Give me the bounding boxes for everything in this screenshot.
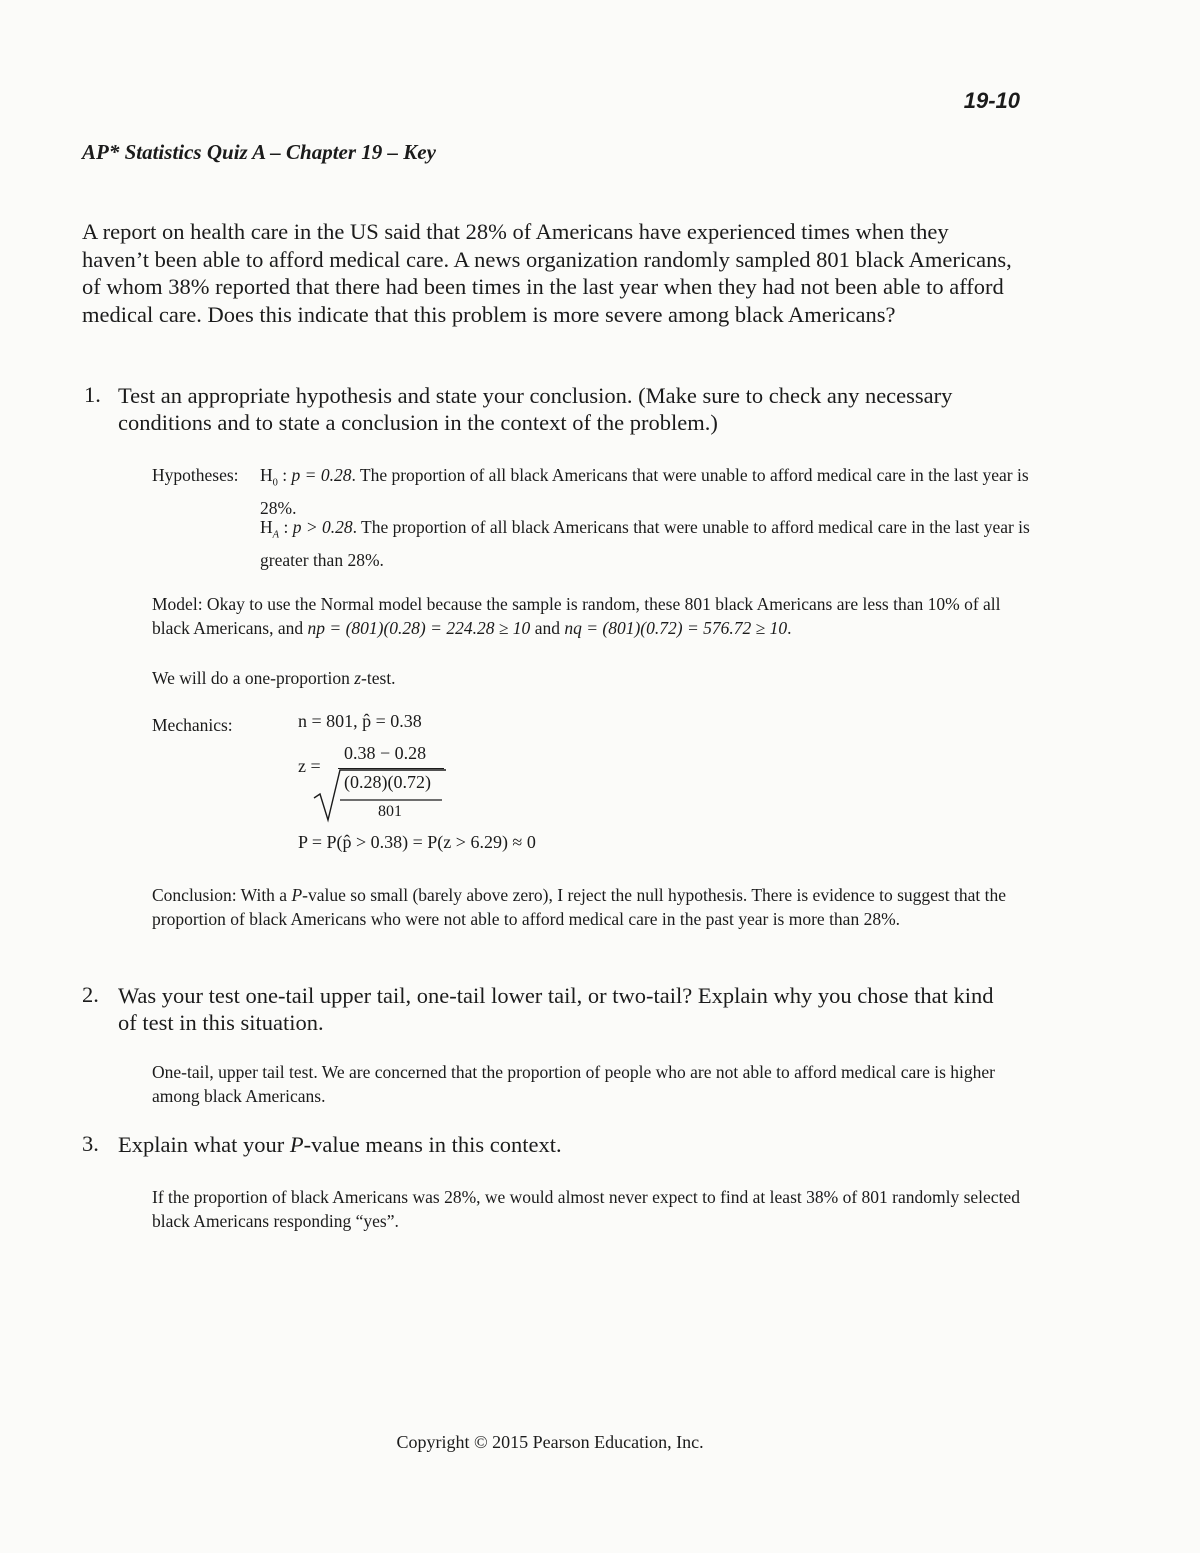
answer-2: One-tail, upper tail test. We are concerned that the proportion of people who are not able to afford medical care is higher among black Americans.: [152, 1062, 995, 1106]
root-fraction-denominator: 801: [378, 803, 402, 820]
alternative-hypothesis-text: . The proportion of all black Americans that were unable to afford medical care in the last year is greater than 28%.: [260, 517, 1030, 570]
question-2-text: Was your test one-tail upper tail, one-tail lower tail, or two-tail? Explain why you chose that kind of test in this situation.: [118, 983, 994, 1035]
model-nq-condition: nq = (801)(0.72) = 576.72 ≥ 10: [564, 618, 788, 638]
page-number: 19-10: [963, 88, 1020, 113]
null-hypothesis: $H_0$ : p = 0.28. The proportion of all black Americans that were unable to afford medical care in the last year is 28%.: [260, 465, 1029, 518]
test-statement-text: We will do a one-proportion: [152, 668, 355, 688]
question-2-number: 2.: [82, 982, 99, 1007]
null-hypothesis-text: . The proportion of all black Americans that were unable to afford medical care in the last year is 28%.: [260, 465, 1029, 518]
conclusion-text: Conclusion: With a: [152, 885, 292, 905]
model-np-condition: np = (801)(0.28) = 224.28 ≥ 10: [307, 618, 531, 638]
test-statement-suffix: -test.: [361, 668, 396, 688]
test-statement: [152, 666, 396, 690]
question-3-number: 3.: [82, 1131, 99, 1156]
conclusion-p: P: [291, 885, 303, 905]
model-paragraph: Model: Okay to use the Normal model because the sample is random, these 801 black Americans are less than 10% of all black Americans, and np = (801)(0.28) = 224.28 ≥ 10 and nq = (801)(0.72) = 576.72 ≥ 10.: [152, 594, 1001, 638]
model-and: and: [530, 618, 565, 638]
test-statement-z: z: [354, 668, 362, 688]
alternative-hypothesis-math: p > 0.28: [292, 517, 353, 537]
question-3-text-a: Explain what your: [118, 1132, 290, 1157]
question-3-text-b: -value means in this context.: [303, 1132, 562, 1157]
p-value-equation: P = P(p̂ > 0.38) = P(z > 6.29) ≈ 0: [298, 832, 536, 852]
page-title: AP* Statistics Quiz A – Chapter 19 – Key: [82, 140, 436, 164]
z-fraction-numerator: 0.38 − 0.28: [344, 743, 427, 763]
z-statistic-lhs: z =: [298, 756, 321, 776]
model-text: Model: Okay to use the Normal model because the sample is random, these 801 black Americans are less than 10% of all black Americans, and: [152, 594, 1001, 638]
question-1-text: Test an appropriate hypothesis and state your conclusion. (Make sure to check any necessary conditions and to state a conclusion in the context of the problem.): [118, 383, 953, 435]
question-3-p: P: [289, 1132, 304, 1157]
root-fraction-numerator: (0.28)(0.72): [344, 772, 431, 792]
conclusion-paragraph: [152, 883, 1032, 931]
mechanics-given: n = 801, p̂ = 0.38: [298, 711, 422, 731]
mechanics-label: Mechanics:: [152, 715, 233, 735]
alternative-hypothesis: $H_A$ : p > 0.28. The proportion of all black Americans that were unable to afford medical care in the last year is greater than 28%.: [260, 517, 1030, 570]
conclusion-text-rest: -value so small (barely above zero), I reject the null hypothesis. There is evidence to suggest that the proportion of black Americans who were not able to afford medical care in the past year is more than 28%.: [152, 885, 1006, 929]
question-3-text: [118, 1131, 1008, 1158]
null-hypothesis-math: p = 0.28: [291, 465, 352, 485]
answer-3: If the proportion of black Americans was 28%, we would almost never expect to find at least 38% of 801 randomly selected black Americans responding “yes”.: [152, 1187, 1020, 1231]
hypotheses-label: Hypotheses:: [152, 465, 239, 485]
question-1-number: 1.: [84, 382, 101, 407]
intro-paragraph: A report on health care in the US said that 28% of Americans have experienced times when they haven’t been able to afford medical care. A news organization randomly sampled 801 black Americans, of whom 38% reported that there had been times in the last year when they had not been able to afford medical care. Does this indicate that this problem is more severe among black Americans?: [82, 219, 1012, 327]
copyright-footer: Copyright © 2015 Pearson Education, Inc.: [396, 1432, 704, 1452]
